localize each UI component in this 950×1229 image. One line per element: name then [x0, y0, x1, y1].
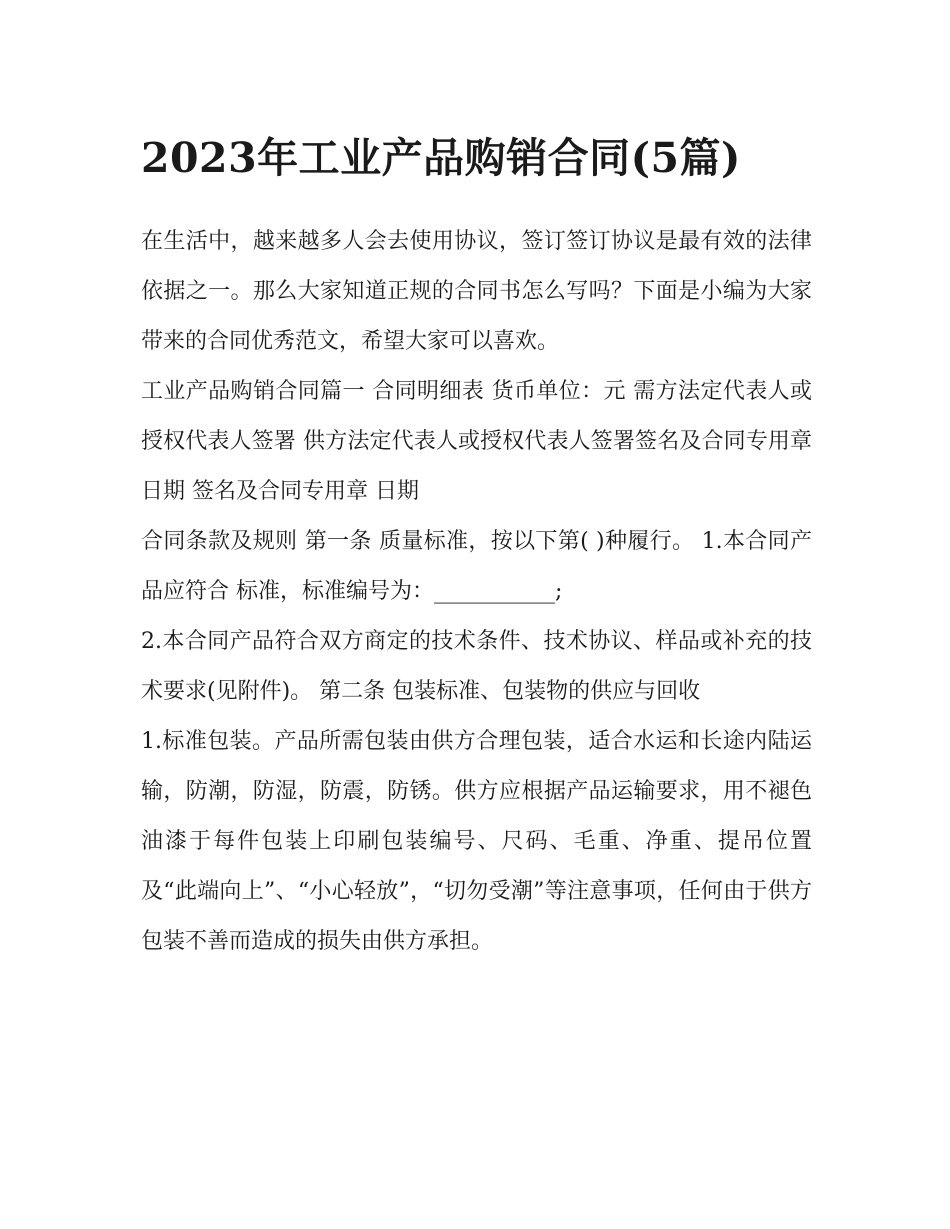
- document-title: 2023年工业产品购销合同(5篇): [141, 134, 741, 182]
- paragraph-technical-requirements: 2.本合同产品符合双方商定的技术条件、技术协议、样品或补充的技术要求(见附件)。 第二条 包装标准、包装物的供应与回收: [141, 629, 812, 704]
- paragraph-packaging-standard: 1.标准包装。产品所需包装由供方合理包装，适合水运和长途内陆运输，防潮，防湿，防震，防锈。供方应根据产品运输要求，用不褪色油漆于每件包装上印刷包装编号、尺码、毛重、净重、提吊位置及“此端向上”、“小心轻放”，“切勿受潮”等注意事项，任何由于供方包装不善而造成的损失由供方承担。: [141, 729, 812, 954]
- paragraph-quality-standard: 合同条款及规则 第一条 质量标准，按以下第( )种履行。 1.本合同产品应符合 标准，标准编号为：___________;: [141, 529, 812, 604]
- paragraph-intro: 在生活中，越来越多人会去使用协议，签订签订协议是最有效的法律依据之一。那么大家知道正规的合同书怎么写吗？下面是小编为大家带来的合同优秀范文，希望大家可以喜欢。: [141, 229, 812, 354]
- paragraph-contract-one-header: 工业产品购销合同篇一 合同明细表 货币单位：元 需方法定代表人或授权代表人签署 供方法定代表人或授权代表人签署签名及合同专用章 日期 签名及合同专用章 日期: [141, 379, 812, 504]
